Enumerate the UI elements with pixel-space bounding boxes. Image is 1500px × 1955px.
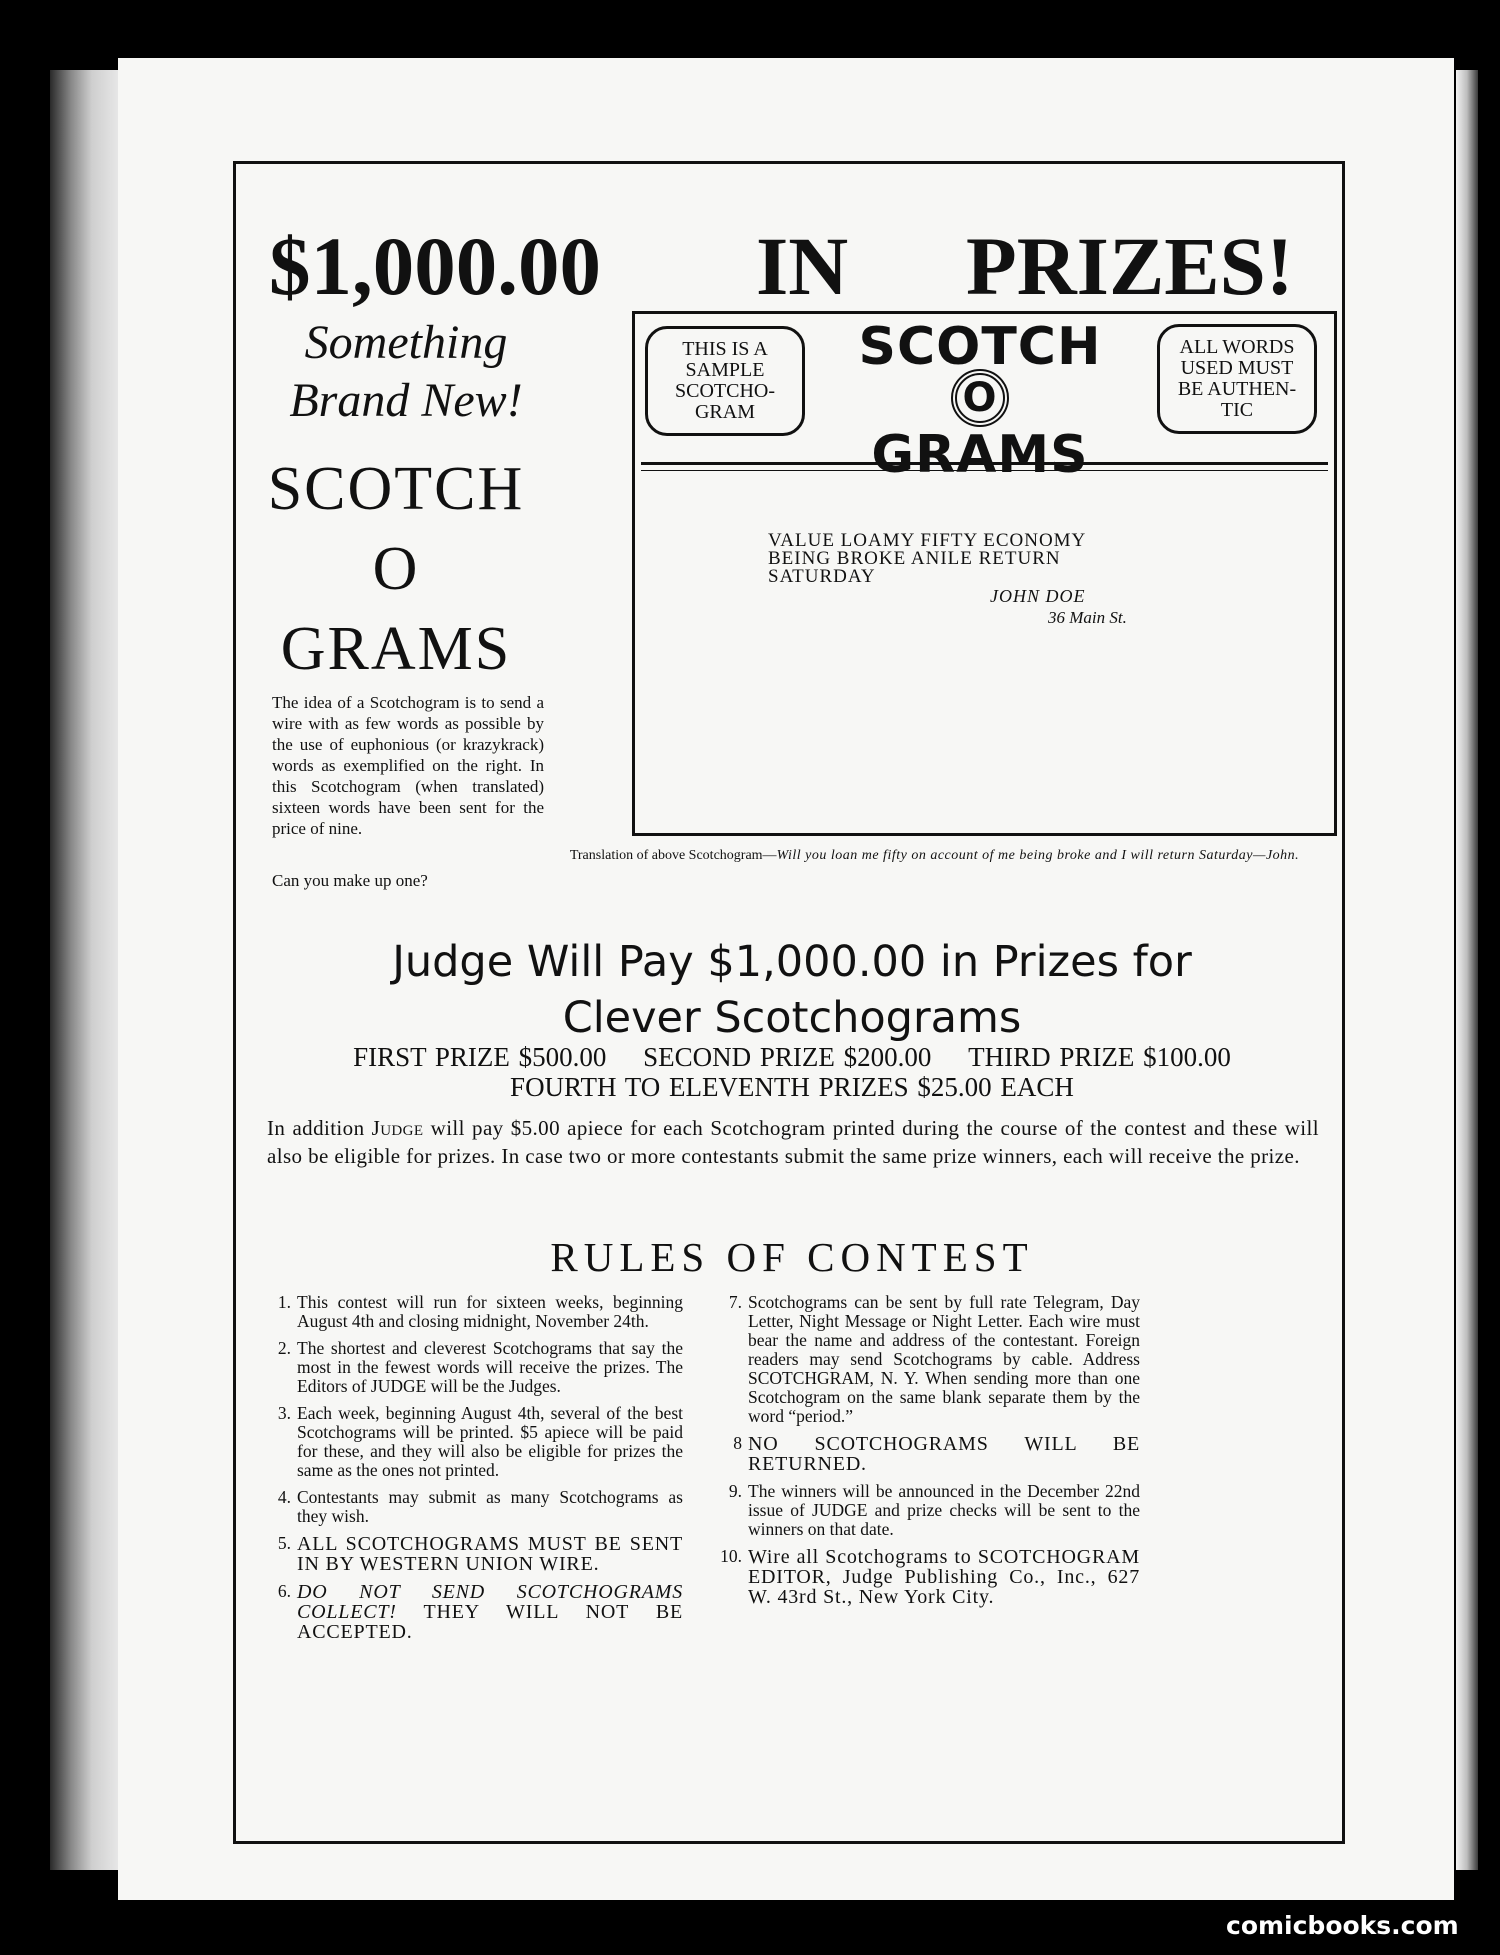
rule-text: Scotchograms can be sent by full rate Telegram, Day Letter, Night Message or Night Letter. Each wire must bear the name and address of the contestant. Foreign readers may send Scotchograms by cable. Address SCOTCHGRAM, N. Y. When sending more than one Scotchogram on the same blank separate them by the word “period.” bbox=[748, 1292, 1140, 1426]
telegram-signature: JOHN DOE bbox=[990, 586, 1086, 606]
addition-paragraph bbox=[267, 1114, 1319, 1170]
addition-pre: In addition bbox=[267, 1116, 365, 1140]
rule-item bbox=[714, 1547, 1140, 1607]
rule-item bbox=[263, 1404, 683, 1480]
headline-in: IN bbox=[756, 220, 849, 312]
telegram-line-1: VALUE LOAMY FIFTY ECONOMY bbox=[768, 530, 1087, 551]
rule-item bbox=[714, 1293, 1140, 1426]
rule-item bbox=[263, 1534, 683, 1574]
rule-number: 9. bbox=[728, 1481, 742, 1501]
rule-number: 3. bbox=[277, 1403, 291, 1423]
judge-heading-line-1: Judge Will Pay $1,000.00 in Prizes for bbox=[392, 937, 1192, 987]
book-binding bbox=[50, 70, 120, 1870]
divider-thick bbox=[641, 462, 1328, 465]
logo-line-1: SCOTCH bbox=[858, 317, 1102, 377]
telegram-line-2: BEING BROKE ANILE RETURN bbox=[768, 548, 1061, 569]
rule-item bbox=[714, 1482, 1140, 1539]
rules-left-column bbox=[263, 1293, 683, 1650]
watermark: comicbooks.com bbox=[1226, 1911, 1459, 1940]
rule-text: The shortest and cleverest Scotchograms that say the most in the fewest words will receive the prizes. The Editors of JUDGE will be the Judges. bbox=[297, 1338, 683, 1396]
addition-post: will pay $5.00 apiece for each Scotchogram printed during the course of the contest and these will also be eligible for prizes. In case two or more contestants submit the same prize winners, each will receive the prize. bbox=[267, 1116, 1319, 1168]
scotch-title-line-2: O bbox=[372, 535, 420, 603]
prize-list bbox=[256, 1042, 1328, 1102]
brand-line-1: Something bbox=[304, 316, 508, 369]
logo-line-3: GRAMS bbox=[871, 425, 1089, 485]
rule-text: Each week, beginning August 4th, several of the best Scotchograms will be printed. $5 apiece will be paid for these, and they will also be eligible for prizes the same as the ones not printed. bbox=[297, 1403, 683, 1480]
translation-label: Translation of above Scotchogram— bbox=[569, 848, 777, 863]
intro-question: Can you make up one? bbox=[272, 871, 428, 890]
brand-tagline bbox=[236, 314, 576, 430]
rule-number: 6. bbox=[277, 1581, 291, 1601]
addition-judge: Judge bbox=[371, 1116, 424, 1140]
brand-line-2: Brand New! bbox=[289, 374, 523, 427]
headline-prizes: PRIZES! bbox=[966, 220, 1294, 312]
rule-item bbox=[263, 1582, 683, 1642]
telegram-address: 36 Main St. bbox=[1048, 608, 1127, 627]
telegram-text bbox=[768, 532, 1208, 586]
rule-text: ALL SCOTCHOGRAMS MUST BE SENT IN BY WESTERN UNION WIRE. bbox=[297, 1533, 683, 1575]
logo-line-2: O bbox=[951, 369, 1009, 427]
rule-number: 8 bbox=[733, 1433, 742, 1453]
divider-thin bbox=[641, 470, 1328, 471]
first-prize: FIRST PRIZE $500.00 bbox=[353, 1042, 607, 1072]
rule-text: Contestants may submit as many Scotchograms as they wish. bbox=[297, 1487, 683, 1526]
rule-item bbox=[263, 1293, 683, 1331]
rule-item bbox=[263, 1339, 683, 1396]
rule-text: Wire all Scotchograms to SCOTCHOGRAM EDITOR, Judge Publishing Co., Inc., 627 W. 43rd St., New York City. bbox=[748, 1546, 1140, 1608]
scotch-title-line-3: GRAMS bbox=[280, 615, 512, 683]
rule-text-italic: DO NOT SEND SCOTCHOGRAMS COLLECT! bbox=[297, 1581, 683, 1623]
sample-telegram bbox=[632, 311, 1337, 836]
scotchograms-logo bbox=[825, 319, 1135, 483]
rule-text: NO SCOTCHOGRAMS WILL BE RETURNED. bbox=[748, 1433, 1140, 1475]
fourth-to-eleventh-prize: FOURTH TO ELEVENTH PRIZES $25.00 EACH bbox=[510, 1072, 1074, 1102]
advertisement-frame bbox=[233, 161, 1345, 1844]
telegram-line-3: SATURDAY bbox=[768, 566, 876, 587]
rule-number: 7. bbox=[728, 1292, 742, 1312]
rule-number: 10. bbox=[720, 1546, 742, 1566]
rule-text-rest: THEY WILL NOT BE ACCEPTED. bbox=[297, 1601, 683, 1643]
rule-number: 4. bbox=[277, 1487, 291, 1507]
rule-number: 5. bbox=[277, 1533, 291, 1553]
scotchograms-title bbox=[256, 449, 536, 689]
third-prize: THIRD PRIZE $100.00 bbox=[968, 1042, 1231, 1072]
rule-number: 2. bbox=[277, 1338, 291, 1358]
rule-text: This contest will run for sixteen weeks, beginning August 4th and closing midnight, November 24th. bbox=[297, 1292, 683, 1331]
judge-heading-line-2: Clever Scotchograms bbox=[562, 993, 1022, 1043]
translation-text: Will you loan me fifty on account of me being broke and I will return Saturday—John. bbox=[776, 848, 1300, 863]
headline bbox=[236, 206, 1348, 326]
rule-text: The winners will be announced in the December 22nd issue of JUDGE and prize checks will be sent to the winners on that date. bbox=[748, 1481, 1140, 1539]
page-edge bbox=[1456, 70, 1478, 1870]
translation-caption bbox=[556, 847, 1313, 864]
rule-item bbox=[714, 1434, 1140, 1474]
authentic-badge: ALL WORDS USED MUST BE AUTHEN-TIC bbox=[1157, 324, 1317, 434]
sample-badge: THIS IS A SAMPLE SCOTCHO-GRAM bbox=[645, 326, 805, 436]
rule-item bbox=[263, 1488, 683, 1526]
scotch-title-line-1: SCOTCH bbox=[267, 455, 525, 523]
rule-text bbox=[297, 1582, 683, 1642]
intro-paragraph: The idea of a Scotchogram is to send a wire with as few words as possible by the use of euphonious (or krazykrack) words as exemplified on the right. In this Scotchogram (when translated) sixteen words have been sent for the price of nine. bbox=[272, 693, 544, 838]
rule-number: 1. bbox=[277, 1292, 291, 1312]
judge-heading bbox=[236, 934, 1348, 1046]
headline-amount: $1,000.00 bbox=[269, 220, 601, 312]
second-prize: SECOND PRIZE $200.00 bbox=[643, 1042, 932, 1072]
rules-heading: RULES OF CONTEST bbox=[550, 1234, 1034, 1280]
rules-right-column bbox=[714, 1293, 1140, 1615]
